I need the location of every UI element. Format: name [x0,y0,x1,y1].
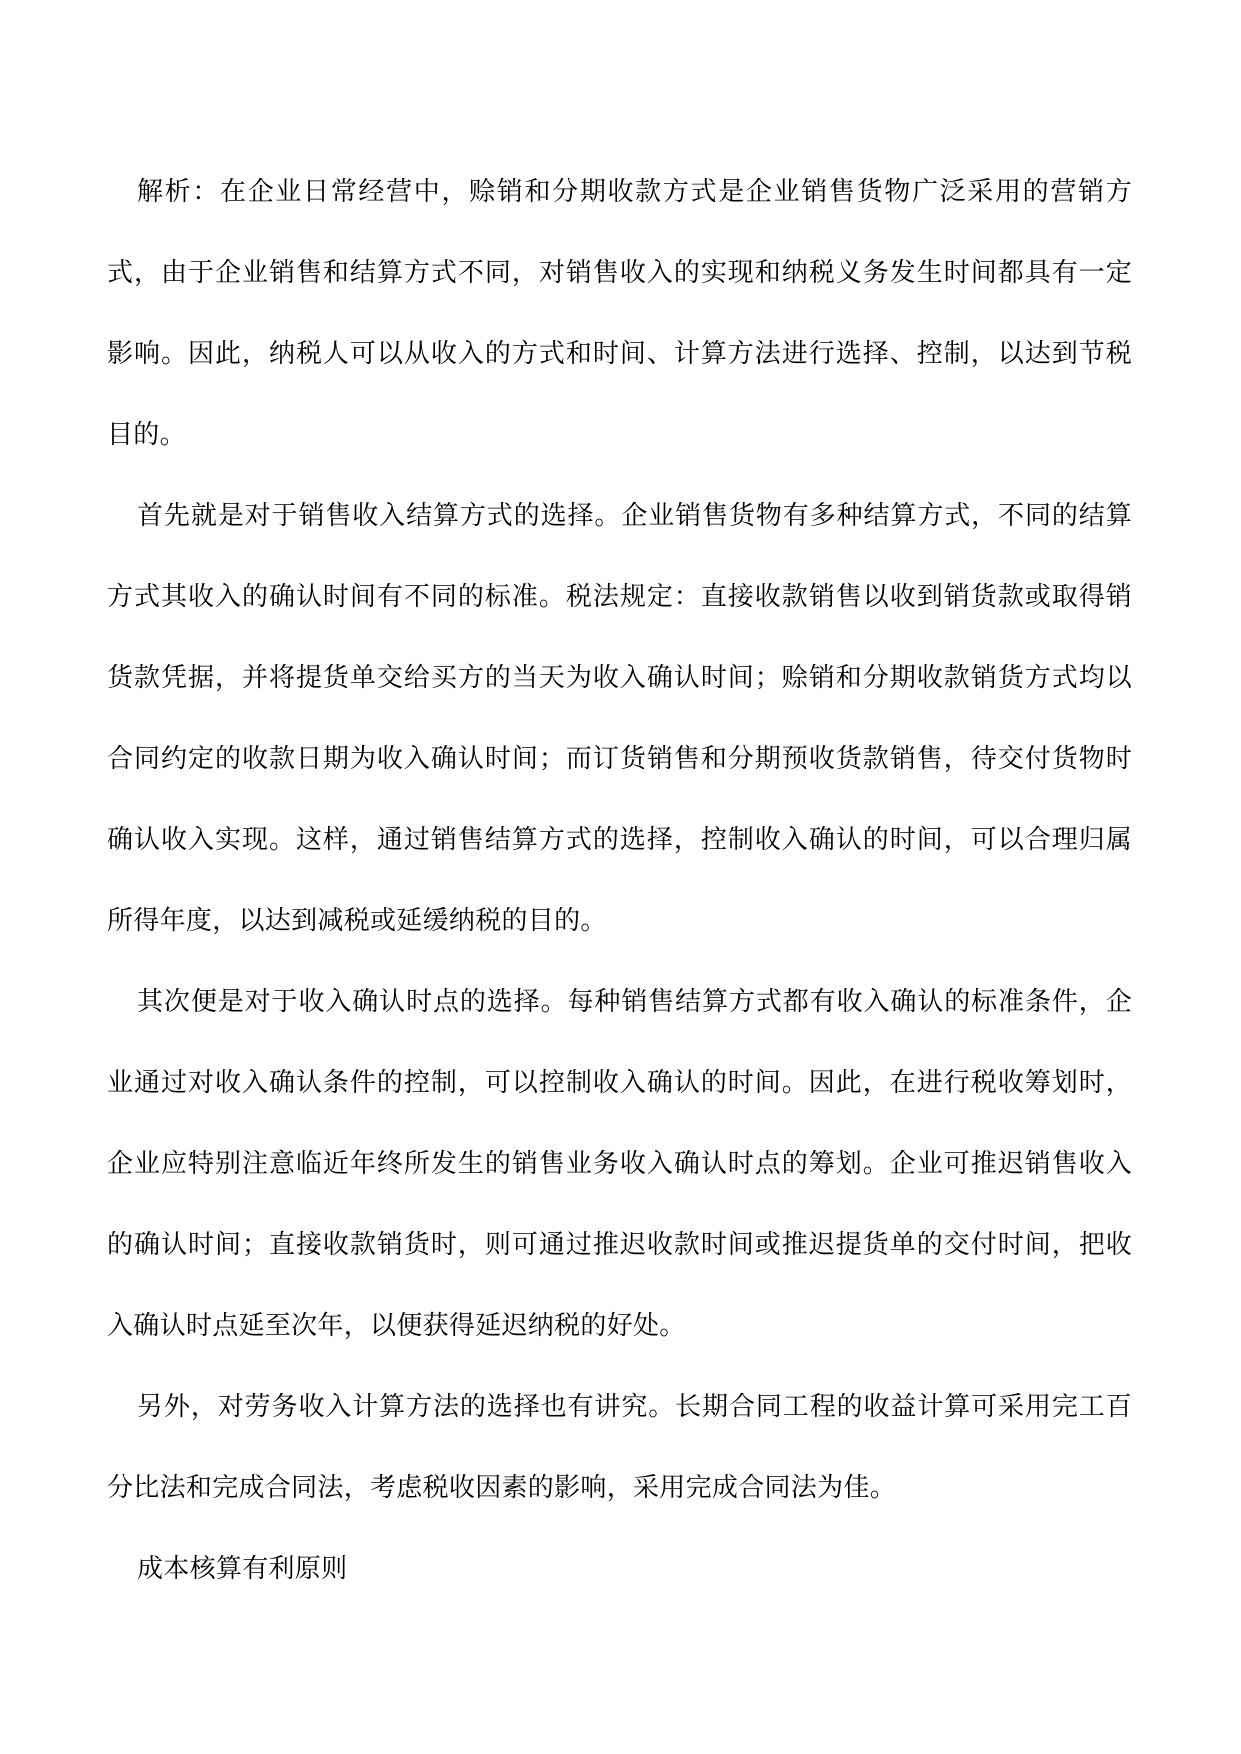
paragraph-recognition-timing: 其次便是对于收入确认时点的选择。每种销售结算方式都有收入确认的标准条件，企业通过对收入确认条件的控制，可以控制收入确认的时间。因此，在进行税收筹划时，企业应特别注意临近年终所发生的销售业务收入确认时点的筹划。企业可推迟销售收入的确认时间；直接收款销货时，则可通过推迟收款时间或推迟提货单的交付时间，把收入确认时点延至次年，以便获得延迟纳税的好处。 [107,987,1132,1341]
paragraph-analysis: 解析：在企业日常经营中，赊销和分期收款方式是企业销售货物广泛采用的营销方式，由于企业销售和结算方式不同，对销售收入的实现和纳税义务发生时间都具有一定影响。因此，纳税人可以从收入的方式和时间、计算方法进行选择、控制，以达到节税目的。 [107,177,1132,450]
paragraph-settlement-method: 首先就是对于销售收入结算方式的选择。企业销售货物有多种结算方式，不同的结算方式其收入的确认时间有不同的标准。税法规定：直接收款销售以收到销货款或取得销货款凭据，并将提货单交给买方的当天为收入确认时间；赊销和分期收款销货方式均以合同约定的收款日期为收入确认时间；而订货销售和分期预收货款销售，待交付货物时确认收入实现。这样，通过销售结算方式的选择，控制收入确认的时间，可以合理归属所得年度，以达到减税或延缓纳税的目的。 [107,501,1132,936]
document-page [107,152,1132,1610]
section-heading: 成本核算有利原则 [137,1554,348,1584]
paragraph-service-revenue: 另外，对劳务收入计算方法的选择也有讲究。长期合同工程的收益计算可采用完工百分比法和完成合同法，考虑税收因素的影响，采用完成合同法为佳。 [107,1392,1132,1503]
